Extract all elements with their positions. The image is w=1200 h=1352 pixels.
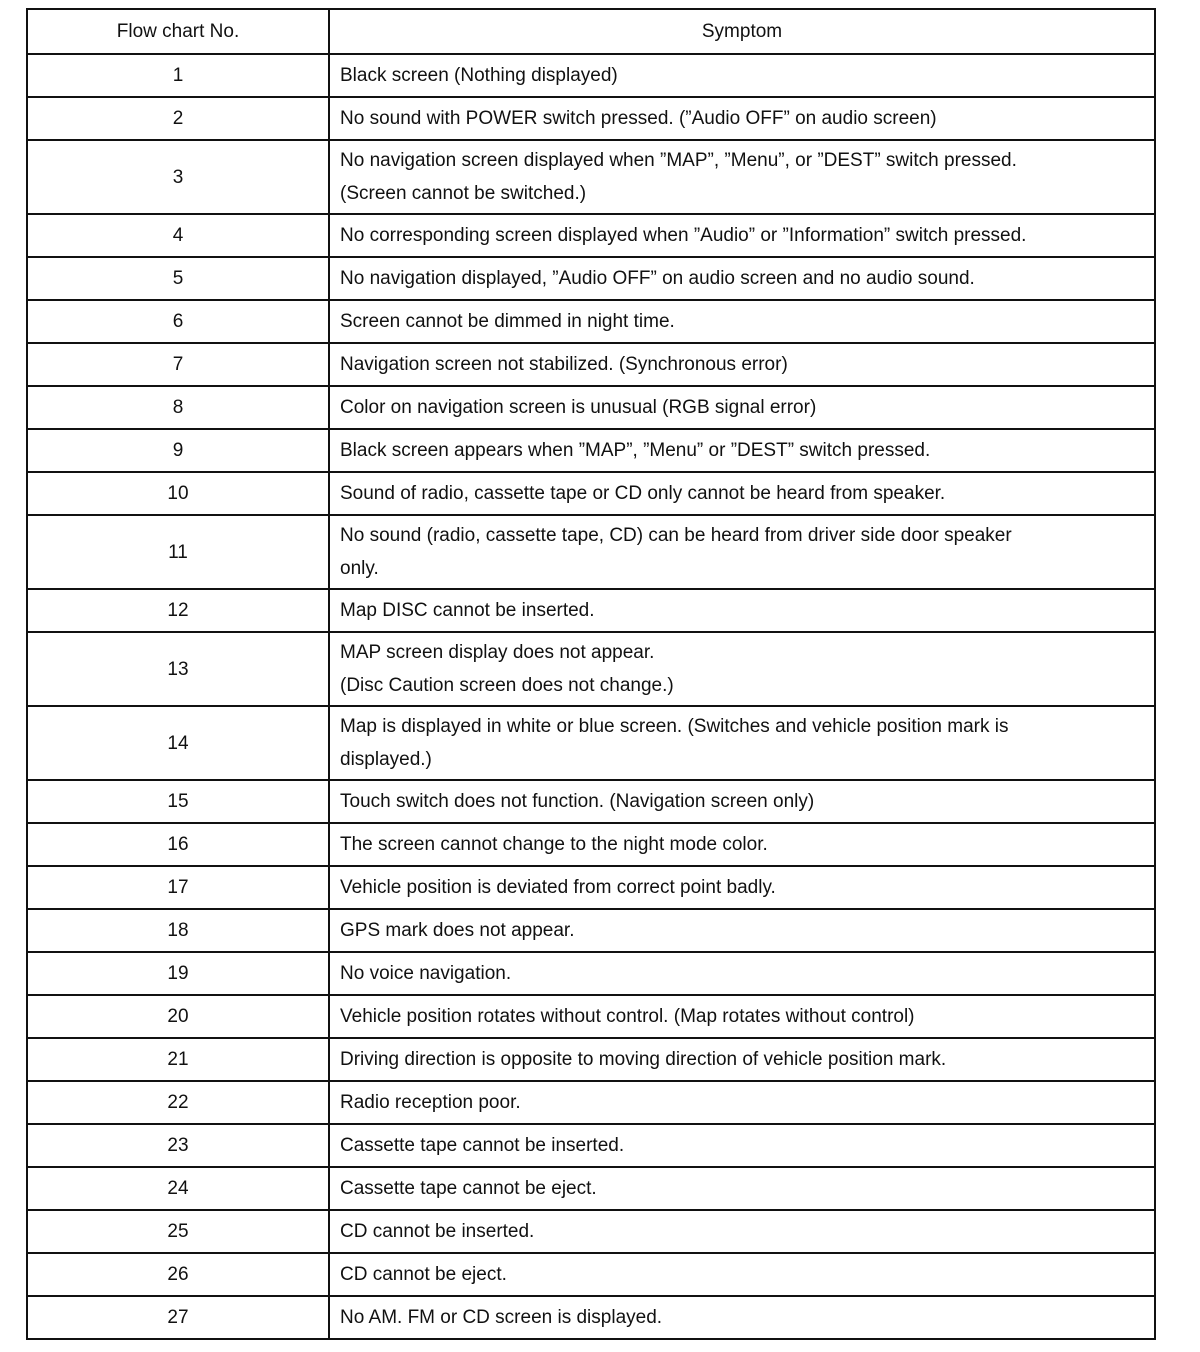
table-row <box>27 54 1155 97</box>
flow-chart-number: 15 <box>27 780 329 823</box>
symptom-text: Vehicle position rotates without control. (Map rotates without control) <box>340 1006 915 1027</box>
symptom-cell <box>329 429 1155 472</box>
table-row <box>27 995 1155 1038</box>
symptom-cell <box>329 386 1155 429</box>
table-row <box>27 1296 1155 1339</box>
symptom-cell <box>329 995 1155 1038</box>
flow-chart-number: 25 <box>27 1210 329 1253</box>
symptom-text: No navigation displayed, ”Audio OFF” on audio screen and no audio sound. <box>340 268 975 289</box>
symptom-cell <box>329 472 1155 515</box>
flow-chart-number: 12 <box>27 589 329 632</box>
table-body <box>27 54 1155 1339</box>
table-row <box>27 300 1155 343</box>
table-row <box>27 97 1155 140</box>
symptom-text: Vehicle position is deviated from correct point badly. <box>340 877 776 898</box>
flow-chart-number: 18 <box>27 909 329 952</box>
flow-chart-number: 6 <box>27 300 329 343</box>
symptom-cell <box>329 1253 1155 1296</box>
flow-chart-number: 20 <box>27 995 329 1038</box>
flow-chart-number: 21 <box>27 1038 329 1081</box>
symptom-text: Driving direction is opposite to moving direction of vehicle position mark. <box>340 1049 947 1070</box>
table-row <box>27 140 1155 214</box>
symptom-text-line2: displayed.) <box>340 749 432 770</box>
flow-chart-number: 9 <box>27 429 329 472</box>
symptom-text: Map DISC cannot be inserted. <box>340 600 595 621</box>
flow-chart-number: 16 <box>27 823 329 866</box>
symptom-text-line2: (Screen cannot be switched.) <box>340 183 587 204</box>
table-row <box>27 632 1155 706</box>
flow-chart-number: 10 <box>27 472 329 515</box>
flow-chart-number: 14 <box>27 706 329 780</box>
symptom-text: Black screen (Nothing displayed) <box>340 65 618 86</box>
header-symptom: Symptom <box>329 9 1155 54</box>
symptom-text: CD cannot be eject. <box>340 1264 507 1285</box>
symptom-text: Radio reception poor. <box>340 1092 521 1113</box>
symptom-cell <box>329 1167 1155 1210</box>
flow-chart-number: 24 <box>27 1167 329 1210</box>
table-row <box>27 1253 1155 1296</box>
table-row <box>27 589 1155 632</box>
symptom-cell <box>329 140 1155 214</box>
table-row <box>27 429 1155 472</box>
table-row <box>27 952 1155 995</box>
symptom-text: No navigation screen displayed when ”MAP”, ”Menu”, or ”DEST” switch pressed. <box>340 150 1017 171</box>
symptom-text: Navigation screen not stabilized. (Synchronous error) <box>340 354 788 375</box>
symptom-cell <box>329 1038 1155 1081</box>
symptom-cell <box>329 823 1155 866</box>
symptom-cell <box>329 54 1155 97</box>
symptom-cell <box>329 1081 1155 1124</box>
table-row <box>27 909 1155 952</box>
table-row <box>27 1167 1155 1210</box>
symptom-text: Color on navigation screen is unusual (RGB signal error) <box>340 397 817 418</box>
symptom-text: No AM. FM or CD screen is displayed. <box>340 1307 663 1328</box>
symptom-text: The screen cannot change to the night mode color. <box>340 834 768 855</box>
symptom-text: Cassette tape cannot be inserted. <box>340 1135 625 1156</box>
symptom-cell <box>329 866 1155 909</box>
symptom-text: Black screen appears when ”MAP”, ”Menu” or ”DEST” switch pressed. <box>340 440 931 461</box>
symptom-cell <box>329 214 1155 257</box>
header-flow-chart-no: Flow chart No. <box>27 9 329 54</box>
symptom-cell <box>329 780 1155 823</box>
table-row <box>27 866 1155 909</box>
table-row <box>27 386 1155 429</box>
symptom-text: Touch switch does not function. (Navigation screen only) <box>340 791 815 812</box>
flow-chart-number: 19 <box>27 952 329 995</box>
symptom-cell <box>329 1210 1155 1253</box>
table-row <box>27 257 1155 300</box>
symptom-cell <box>329 909 1155 952</box>
flow-chart-number: 1 <box>27 54 329 97</box>
table-header-row <box>27 9 1155 54</box>
table-row <box>27 1081 1155 1124</box>
flow-chart-number: 8 <box>27 386 329 429</box>
table-row <box>27 343 1155 386</box>
symptom-cell <box>329 1296 1155 1339</box>
table-row <box>27 823 1155 866</box>
symptom-cell <box>329 300 1155 343</box>
table-row <box>27 1124 1155 1167</box>
symptom-cell <box>329 257 1155 300</box>
flow-chart-number: 3 <box>27 140 329 214</box>
symptom-cell <box>329 632 1155 706</box>
symptom-text: No sound with POWER switch pressed. (”Audio OFF” on audio screen) <box>340 108 937 129</box>
symptom-cell <box>329 1124 1155 1167</box>
flow-chart-number: 11 <box>27 515 329 589</box>
symptom-cell <box>329 97 1155 140</box>
symptom-cell <box>329 343 1155 386</box>
symptom-text: MAP screen display does not appear. <box>340 642 655 663</box>
table-row <box>27 515 1155 589</box>
symptom-cell <box>329 706 1155 780</box>
symptom-text: Screen cannot be dimmed in night time. <box>340 311 675 332</box>
flow-chart-number: 26 <box>27 1253 329 1296</box>
symptom-cell <box>329 589 1155 632</box>
symptom-text: GPS mark does not appear. <box>340 920 575 941</box>
symptom-text: No sound (radio, cassette tape, CD) can be heard from driver side door speaker <box>340 525 1012 546</box>
flow-chart-number: 2 <box>27 97 329 140</box>
flow-chart-number: 17 <box>27 866 329 909</box>
symptom-text: No voice navigation. <box>340 963 512 984</box>
flow-chart-number: 5 <box>27 257 329 300</box>
flow-chart-number: 23 <box>27 1124 329 1167</box>
flow-chart-number: 27 <box>27 1296 329 1339</box>
flow-chart-number: 7 <box>27 343 329 386</box>
table-row <box>27 780 1155 823</box>
symptom-text-line2: only. <box>340 558 379 579</box>
symptom-text: Map is displayed in white or blue screen. (Switches and vehicle position mark is <box>340 716 1009 737</box>
symptom-cell <box>329 952 1155 995</box>
table-row <box>27 472 1155 515</box>
symptom-table <box>26 8 1156 1340</box>
table-row <box>27 1210 1155 1253</box>
flow-chart-number: 13 <box>27 632 329 706</box>
symptom-cell <box>329 515 1155 589</box>
symptom-text: Sound of radio, cassette tape or CD only cannot be heard from speaker. <box>340 483 946 504</box>
flow-chart-number: 4 <box>27 214 329 257</box>
symptom-text: No corresponding screen displayed when ”Audio” or ”Information” switch pressed. <box>340 225 1027 246</box>
symptom-text: CD cannot be inserted. <box>340 1221 535 1242</box>
table-row <box>27 706 1155 780</box>
symptom-text-line2: (Disc Caution screen does not change.) <box>340 675 674 696</box>
flow-chart-number: 22 <box>27 1081 329 1124</box>
table-row <box>27 1038 1155 1081</box>
symptom-text: Cassette tape cannot be eject. <box>340 1178 597 1199</box>
table-row <box>27 214 1155 257</box>
